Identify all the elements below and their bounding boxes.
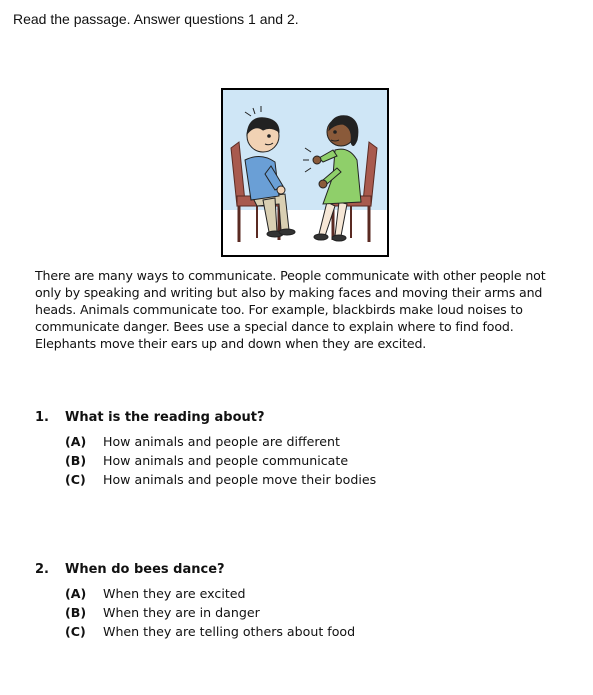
question-number: 2. xyxy=(35,562,49,577)
option-text: When they are telling others about food xyxy=(103,624,356,639)
option-letter: (B) xyxy=(65,605,87,620)
option-letter: (C) xyxy=(65,624,86,639)
option-text: When they are in danger xyxy=(103,605,260,620)
reading-passage: There are many ways to communicate. People communicate with other people not only by speaking and writing but also by making faces and moving their arms and heads. Animals communicate too. For example, blackbirds make loud noises to communicate danger. Bees use a special dance to explain where to find food. Elephants move their ears up and down when they are excited. xyxy=(35,268,546,351)
illustration-svg xyxy=(223,90,387,255)
instruction-text: Read the passage. Answer questions 1 and 2. xyxy=(13,11,299,27)
answer-option-b xyxy=(65,605,260,620)
option-letter: (A) xyxy=(65,434,87,449)
option-letter: (B) xyxy=(65,453,87,468)
option-letter: (A) xyxy=(65,586,87,601)
option-letter: (C) xyxy=(65,472,86,487)
two-people-talking-illustration xyxy=(221,88,389,257)
answer-option-a xyxy=(65,586,246,601)
answer-option-c xyxy=(65,472,376,487)
option-text: How animals and people move their bodies xyxy=(103,472,377,487)
answer-option-a xyxy=(65,434,340,449)
option-text: How animals and people communicate xyxy=(103,453,349,468)
answer-option-b xyxy=(65,453,348,468)
option-text: How animals and people are different xyxy=(103,434,340,449)
question-stem: When do bees dance? xyxy=(65,562,225,577)
question-number: 1. xyxy=(35,410,49,425)
answer-option-c xyxy=(65,624,355,639)
option-text: When they are excited xyxy=(103,586,246,601)
question-stem: What is the reading about? xyxy=(65,410,265,425)
